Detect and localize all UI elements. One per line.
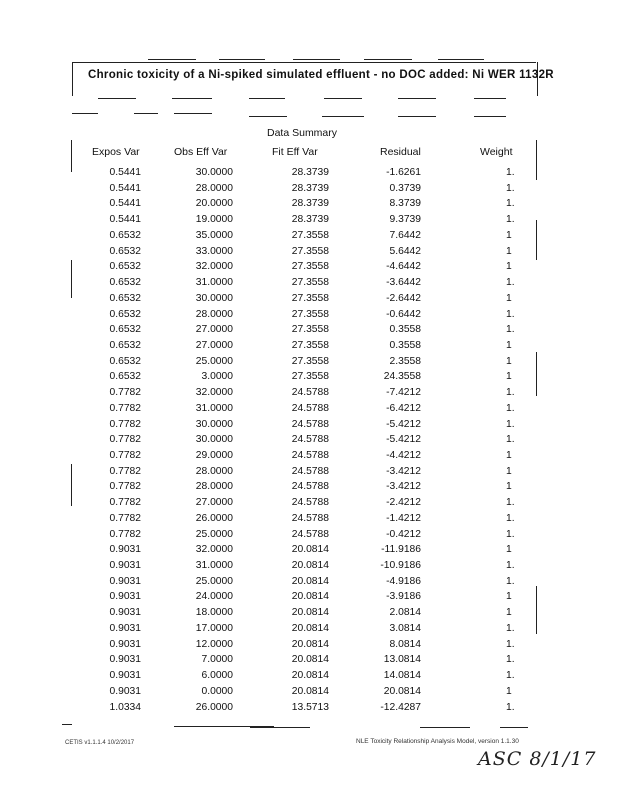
- expos-var-cell: 0.6532: [109, 245, 141, 257]
- obs-eff-var-cell: 26.0000: [195, 701, 233, 713]
- obs-eff-var-cell: 28.0000: [195, 182, 233, 194]
- weight-cell: 1: [506, 544, 512, 556]
- weight-cell: 1.: [506, 512, 515, 524]
- obs-eff-var-cell: 32.0000: [195, 387, 233, 399]
- obs-eff-var-cell: 27.0000: [195, 497, 233, 509]
- fit-eff-var-cell: 24.5788: [291, 512, 329, 524]
- table-row: [0, 670, 618, 686]
- table-row: [0, 293, 618, 309]
- table-row: [0, 230, 618, 246]
- fit-eff-var-cell: 24.5788: [291, 497, 329, 509]
- table-row: [0, 387, 618, 403]
- residual-cell: -3.4212: [386, 465, 421, 477]
- residual-cell: 0.3739: [389, 182, 421, 194]
- weight-cell: 1: [506, 292, 512, 304]
- fit-eff-var-cell: 24.5788: [291, 402, 329, 414]
- residual-cell: -5.4212: [386, 418, 421, 430]
- footer-left-text: CETIS v1.1.1.4 10/2/2017: [65, 740, 135, 746]
- residual-cell: -11.9186: [381, 544, 421, 556]
- obs-eff-var-cell: 25.0000: [195, 528, 233, 540]
- residual-cell: -2.4212: [386, 497, 421, 509]
- residual-cell: 13.0814: [383, 654, 421, 666]
- expos-var-cell: 0.7782: [109, 528, 141, 540]
- expos-var-cell: 0.9031: [109, 622, 141, 634]
- weight-cell: 1.: [506, 654, 515, 666]
- expos-var-cell: 0.9031: [109, 544, 141, 556]
- table-row: [0, 481, 618, 497]
- obs-eff-var-cell: 33.0000: [195, 245, 233, 257]
- table-row: [0, 167, 618, 183]
- obs-eff-var-cell: 30.0000: [195, 292, 233, 304]
- weight-cell: 1.: [506, 182, 515, 194]
- handwritten-initials: ASC 8/1/17: [478, 748, 597, 770]
- weight-cell: 1: [506, 261, 512, 273]
- table-row: [0, 686, 618, 702]
- fit-eff-var-cell: 24.5788: [291, 528, 329, 540]
- expos-var-cell: 0.9031: [109, 591, 141, 603]
- residual-cell: -1.4212: [386, 512, 421, 524]
- table-row: [0, 654, 618, 670]
- obs-eff-var-cell: 20.0000: [195, 198, 233, 210]
- obs-eff-var-cell: 30.0000: [195, 434, 233, 446]
- residual-cell: -10.9186: [380, 560, 421, 571]
- weight-cell: 1: [506, 245, 512, 257]
- weight-cell: 1.: [506, 434, 515, 446]
- table-row: [0, 356, 618, 372]
- obs-eff-var-cell: 32.0000: [195, 544, 233, 556]
- obs-eff-var-cell: 18.0000: [195, 607, 233, 619]
- obs-eff-var-cell: 27.0000: [195, 324, 233, 336]
- fit-eff-var-cell: 27.3558: [291, 339, 329, 351]
- table-row: [0, 529, 618, 545]
- residual-cell: 7.6442: [389, 229, 421, 241]
- fit-eff-var-cell: 20.0814: [291, 575, 329, 587]
- weight-cell: 1.: [506, 324, 515, 336]
- residual-cell: -7.4212: [386, 387, 421, 399]
- residual-cell: 0.3558: [389, 339, 421, 351]
- residual-cell: -3.4212: [386, 481, 421, 493]
- fit-eff-var-cell: 20.0814: [291, 591, 329, 603]
- fit-eff-var-cell: 28.3739: [291, 167, 329, 178]
- expos-var-cell: 0.7782: [109, 481, 141, 493]
- expos-var-cell: 0.5441: [109, 167, 141, 178]
- fit-eff-var-cell: 24.5788: [291, 434, 329, 446]
- fit-eff-var-cell: 28.3739: [291, 198, 329, 210]
- table-row: [0, 371, 618, 387]
- weight-cell: 1: [506, 229, 512, 241]
- table-row: [0, 246, 618, 262]
- table-row: [0, 324, 618, 340]
- fit-eff-var-cell: 20.0814: [291, 654, 329, 666]
- table-row: [0, 183, 618, 199]
- fit-eff-var-cell: 27.3558: [291, 245, 329, 257]
- weight-cell: 1.: [506, 167, 515, 178]
- table-row: [0, 434, 618, 450]
- table-row: [0, 544, 618, 560]
- obs-eff-var-cell: 31.0000: [195, 560, 233, 571]
- table-row: [0, 591, 618, 607]
- expos-var-cell: 0.9031: [109, 560, 141, 571]
- fit-eff-var-cell: 27.3558: [291, 261, 329, 273]
- residual-cell: 8.0814: [389, 638, 421, 650]
- table-row: [0, 497, 618, 513]
- fit-eff-var-cell: 24.5788: [291, 465, 329, 477]
- weight-cell: 1: [506, 685, 512, 697]
- weight-cell: 1.: [506, 387, 515, 399]
- residual-cell: 0.3558: [389, 324, 421, 336]
- weight-cell: 1: [506, 607, 512, 619]
- header-residual: Residual: [380, 146, 421, 158]
- fit-eff-var-cell: 27.3558: [291, 308, 329, 320]
- expos-var-cell: 0.6532: [109, 371, 141, 383]
- expos-var-cell: 0.6532: [109, 339, 141, 351]
- residual-cell: -3.6442: [386, 277, 421, 288]
- residual-cell: -3.9186: [386, 591, 421, 603]
- weight-cell: 1.: [506, 638, 515, 650]
- page-title: Chronic toxicity of a Ni-spiked simulated effluent - no DOC added: Ni WER 1132R: [88, 69, 554, 81]
- fit-eff-var-cell: 20.0814: [291, 544, 329, 556]
- expos-var-cell: 0.5441: [109, 198, 141, 210]
- table-row: [0, 419, 618, 435]
- residual-cell: -4.4212: [386, 450, 421, 461]
- residual-cell: 8.3739: [389, 198, 421, 210]
- weight-cell: 1.: [506, 308, 515, 320]
- residual-cell: -1.6261: [386, 167, 421, 178]
- expos-var-cell: 0.9031: [109, 638, 141, 650]
- obs-eff-var-cell: 27.0000: [195, 339, 233, 351]
- obs-eff-var-cell: 25.0000: [195, 575, 233, 587]
- weight-cell: 1: [506, 450, 512, 461]
- fit-eff-var-cell: 27.3558: [291, 277, 329, 288]
- fit-eff-var-cell: 24.5788: [291, 450, 329, 461]
- weight-cell: 1.: [506, 214, 515, 226]
- obs-eff-var-cell: 26.0000: [195, 512, 233, 524]
- weight-cell: 1: [506, 481, 512, 493]
- weight-cell: 1.: [506, 277, 515, 288]
- weight-cell: 1.: [506, 402, 515, 414]
- obs-eff-var-cell: 29.0000: [195, 450, 233, 461]
- table-row: [0, 340, 618, 356]
- expos-var-cell: 0.6532: [109, 277, 141, 288]
- weight-cell: 1.: [506, 670, 515, 681]
- obs-eff-var-cell: 31.0000: [195, 402, 233, 414]
- fit-eff-var-cell: 20.0814: [291, 685, 329, 697]
- expos-var-cell: 0.6532: [109, 292, 141, 304]
- residual-cell: 9.3739: [389, 214, 421, 226]
- expos-var-cell: 0.7782: [109, 512, 141, 524]
- expos-var-cell: 0.7782: [109, 402, 141, 414]
- header-expos-var: Expos Var: [92, 146, 140, 158]
- expos-var-cell: 0.7782: [109, 465, 141, 477]
- fit-eff-var-cell: 20.0814: [291, 670, 329, 681]
- expos-var-cell: 0.9031: [109, 575, 141, 587]
- table-row: [0, 513, 618, 529]
- obs-eff-var-cell: 0.0000: [201, 685, 233, 697]
- table-row: [0, 466, 618, 482]
- fit-eff-var-cell: 27.3558: [291, 371, 329, 383]
- residual-cell: 20.0814: [383, 685, 421, 697]
- residual-cell: -0.4212: [386, 528, 421, 540]
- table-row: [0, 639, 618, 655]
- obs-eff-var-cell: 28.0000: [195, 481, 233, 493]
- expos-var-cell: 0.7782: [109, 450, 141, 461]
- table-row: [0, 403, 618, 419]
- obs-eff-var-cell: 6.0000: [201, 670, 233, 681]
- weight-cell: 1: [506, 339, 512, 351]
- table-row: [0, 450, 618, 466]
- fit-eff-var-cell: 27.3558: [291, 292, 329, 304]
- obs-eff-var-cell: 17.0000: [195, 622, 233, 634]
- header-weight: Weight: [480, 146, 513, 158]
- residual-cell: 2.0814: [389, 607, 421, 619]
- weight-cell: 1.: [506, 560, 515, 571]
- weight-cell: 1.: [506, 622, 515, 634]
- weight-cell: 1.: [506, 198, 515, 210]
- residual-cell: 5.6442: [389, 245, 421, 257]
- obs-eff-var-cell: 35.0000: [195, 229, 233, 241]
- expos-var-cell: 0.6532: [109, 261, 141, 273]
- fit-eff-var-cell: 13.5713: [291, 701, 329, 713]
- fit-eff-var-cell: 27.3558: [291, 324, 329, 336]
- expos-var-cell: 0.5441: [109, 182, 141, 194]
- residual-cell: -5.4212: [386, 434, 421, 446]
- obs-eff-var-cell: 12.0000: [195, 638, 233, 650]
- weight-cell: 1.: [506, 575, 515, 587]
- obs-eff-var-cell: 32.0000: [195, 261, 233, 273]
- expos-var-cell: 0.9031: [109, 654, 141, 666]
- fit-eff-var-cell: 27.3558: [291, 355, 329, 367]
- fit-eff-var-cell: 24.5788: [291, 418, 329, 430]
- expos-var-cell: 0.9031: [109, 685, 141, 697]
- header-fit-eff-var: Fit Eff Var: [272, 146, 318, 158]
- fit-eff-var-cell: 20.0814: [291, 638, 329, 650]
- expos-var-cell: 0.5441: [109, 214, 141, 226]
- table-row: [0, 261, 618, 277]
- obs-eff-var-cell: 3.0000: [201, 371, 233, 383]
- expos-var-cell: 0.6532: [109, 308, 141, 320]
- expos-var-cell: 1.0334: [109, 701, 141, 713]
- obs-eff-var-cell: 28.0000: [195, 465, 233, 477]
- table-row: [0, 214, 618, 230]
- residual-cell: -4.9186: [386, 575, 421, 587]
- residual-cell: -0.6442: [386, 308, 421, 320]
- weight-cell: 1: [506, 591, 512, 603]
- expos-var-cell: 0.6532: [109, 324, 141, 336]
- obs-eff-var-cell: 30.0000: [195, 418, 233, 430]
- residual-cell: -2.6442: [386, 292, 421, 304]
- expos-var-cell: 0.9031: [109, 607, 141, 619]
- obs-eff-var-cell: 25.0000: [195, 355, 233, 367]
- residual-cell: -6.4212: [386, 402, 421, 414]
- obs-eff-var-cell: 28.0000: [195, 308, 233, 320]
- obs-eff-var-cell: 30.0000: [195, 167, 233, 178]
- obs-eff-var-cell: 31.0000: [195, 277, 233, 288]
- fit-eff-var-cell: 28.3739: [291, 214, 329, 226]
- fit-eff-var-cell: 27.3558: [291, 229, 329, 241]
- table-row: [0, 623, 618, 639]
- fit-eff-var-cell: 24.5788: [291, 387, 329, 399]
- weight-cell: 1: [506, 371, 512, 383]
- fit-eff-var-cell: 20.0814: [291, 607, 329, 619]
- expos-var-cell: 0.7782: [109, 387, 141, 399]
- residual-cell: 2.3558: [389, 355, 421, 367]
- residual-cell: -12.4287: [380, 701, 421, 713]
- table-row: [0, 702, 618, 718]
- obs-eff-var-cell: 7.0000: [201, 654, 233, 666]
- expos-var-cell: 0.9031: [109, 670, 141, 681]
- weight-cell: 1: [506, 465, 512, 477]
- fit-eff-var-cell: 28.3739: [291, 182, 329, 194]
- footer-right-text: NLE Toxicity Relationship Analysis Model, version 1.1.30: [356, 738, 519, 745]
- table-row: [0, 277, 618, 293]
- weight-cell: 1: [506, 355, 512, 367]
- fit-eff-var-cell: 24.5788: [291, 481, 329, 493]
- expos-var-cell: 0.7782: [109, 418, 141, 430]
- expos-var-cell: 0.7782: [109, 497, 141, 509]
- weight-cell: 1.: [506, 418, 515, 430]
- table-row: [0, 198, 618, 214]
- fit-eff-var-cell: 20.0814: [291, 622, 329, 634]
- residual-cell: 24.3558: [383, 371, 421, 383]
- obs-eff-var-cell: 24.0000: [195, 591, 233, 603]
- expos-var-cell: 0.6532: [109, 229, 141, 241]
- fit-eff-var-cell: 20.0814: [291, 560, 329, 571]
- table-row: [0, 607, 618, 623]
- weight-cell: 1.: [506, 701, 515, 713]
- expos-var-cell: 0.7782: [109, 434, 141, 446]
- data-summary-heading: Data Summary: [267, 127, 338, 139]
- obs-eff-var-cell: 19.0000: [195, 214, 233, 226]
- expos-var-cell: 0.6532: [109, 355, 141, 367]
- header-obs-eff-var: Obs Eff Var: [174, 146, 228, 158]
- weight-cell: 1.: [506, 528, 515, 540]
- table-row: [0, 576, 618, 592]
- table-row: [0, 309, 618, 325]
- table-row: [0, 560, 618, 576]
- weight-cell: 1.: [506, 497, 515, 509]
- residual-cell: 14.0814: [383, 670, 421, 681]
- residual-cell: -4.6442: [386, 261, 421, 273]
- residual-cell: 3.0814: [389, 622, 421, 634]
